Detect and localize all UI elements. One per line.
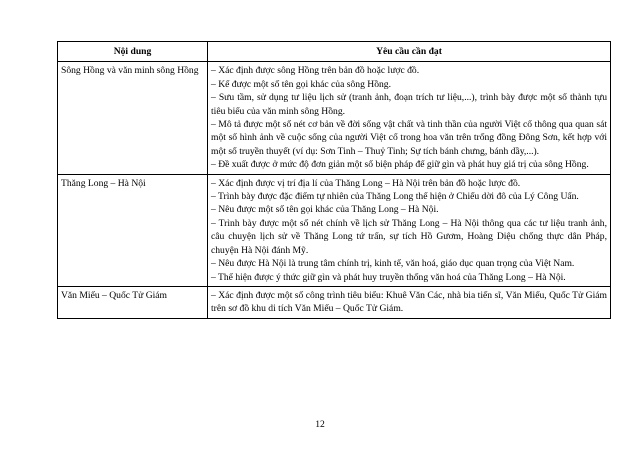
requirement-item: – Sưu tầm, sử dụng tư liệu lịch sử (tranh ảnh, đoạn trích tư liệu,...), trình bày được một số thành tựu tiêu biểu của văn minh sông Hồng. <box>211 92 607 117</box>
requirement-item: – Trình bày được một số nét chính về lịch sử Thăng Long – Hà Nội thông qua các tư liệu tranh ảnh, câu chuyện lịch sử về Thăng Long tứ trấn, sự tích Hồ Gươm, Hoàng Diệu chống thực dân Pháp, chuyện Hà Nội đánh Mỹ. <box>211 217 607 256</box>
topic-cell: Sông Hồng và văn minh sông Hồng <box>58 62 208 174</box>
page-number: 12 <box>315 419 325 430</box>
requirement-item: – Xác định được sông Hồng trên bản đồ hoặc lược đồ. <box>211 65 420 77</box>
requirement-item: – Nêu được Hà Nội là trung tâm chính trị, kinh tế, văn hoá, giáo dục quan trọng của Việt Nam. <box>211 258 575 270</box>
requirement-item: – Kể được một số tên gọi khác của sông Hồng. <box>211 78 391 90</box>
requirements-cell <box>208 286 611 318</box>
header-requirements: Yêu cầu cần đạt <box>208 42 611 62</box>
requirements-table <box>57 41 611 319</box>
topic-cell: Thăng Long – Hà Nội <box>58 174 208 286</box>
topic-cell: Văn Miếu – Quốc Tử Giám <box>58 286 208 318</box>
requirement-item: – Đề xuất được ở mức độ đơn giản một số biện pháp để giữ gìn và phát huy giá trị của sông Hồng. <box>211 159 589 171</box>
requirement-item: – Xác định được một số công trình tiêu biểu: Khuê Văn Các, nhà bia tiến sĩ, Văn Miếu, Quốc Tử Giám trên sơ đồ khu di tích Văn Miếu – Quốc Tử Giám. <box>211 289 607 315</box>
requirement-item: – Nêu được một số tên gọi khác của Thăng Long – Hà Nội. <box>211 204 439 216</box>
requirement-item: – Mô tả được một số nét cơ bản về đời sống vật chất và tinh thần của người Việt cổ thông qua quan sát một số hình ảnh về cuộc sống của người Việt cổ trong hoa văn trên trống đồng Đông Sơn, kết hợp với một số truyền thuyết (ví dụ: Sơn Tinh – Thuỷ Tinh; Sự tích bánh chưng, bánh dầy,...). <box>211 119 607 157</box>
requirements-cell <box>208 174 611 286</box>
table-row <box>58 286 611 318</box>
requirement-item: – Xác định được vị trí địa lí của Thăng Long – Hà Nội trên bản đồ hoặc lược đồ. <box>211 177 521 189</box>
header-content: Nội dung <box>58 42 208 62</box>
requirement-item: – Thể hiện được ý thức giữ gìn và phát huy truyền thống văn hoá của Thăng Long – Hà Nội. <box>211 271 566 283</box>
table-header-row <box>58 42 611 62</box>
table-row <box>58 62 611 174</box>
requirements-cell <box>208 62 611 174</box>
requirement-item: – Trình bày được đặc điểm tự nhiên của Thăng Long thể hiện ở Chiếu dời đô của Lý Công Uẩn. <box>211 191 579 203</box>
table-row <box>58 174 611 286</box>
